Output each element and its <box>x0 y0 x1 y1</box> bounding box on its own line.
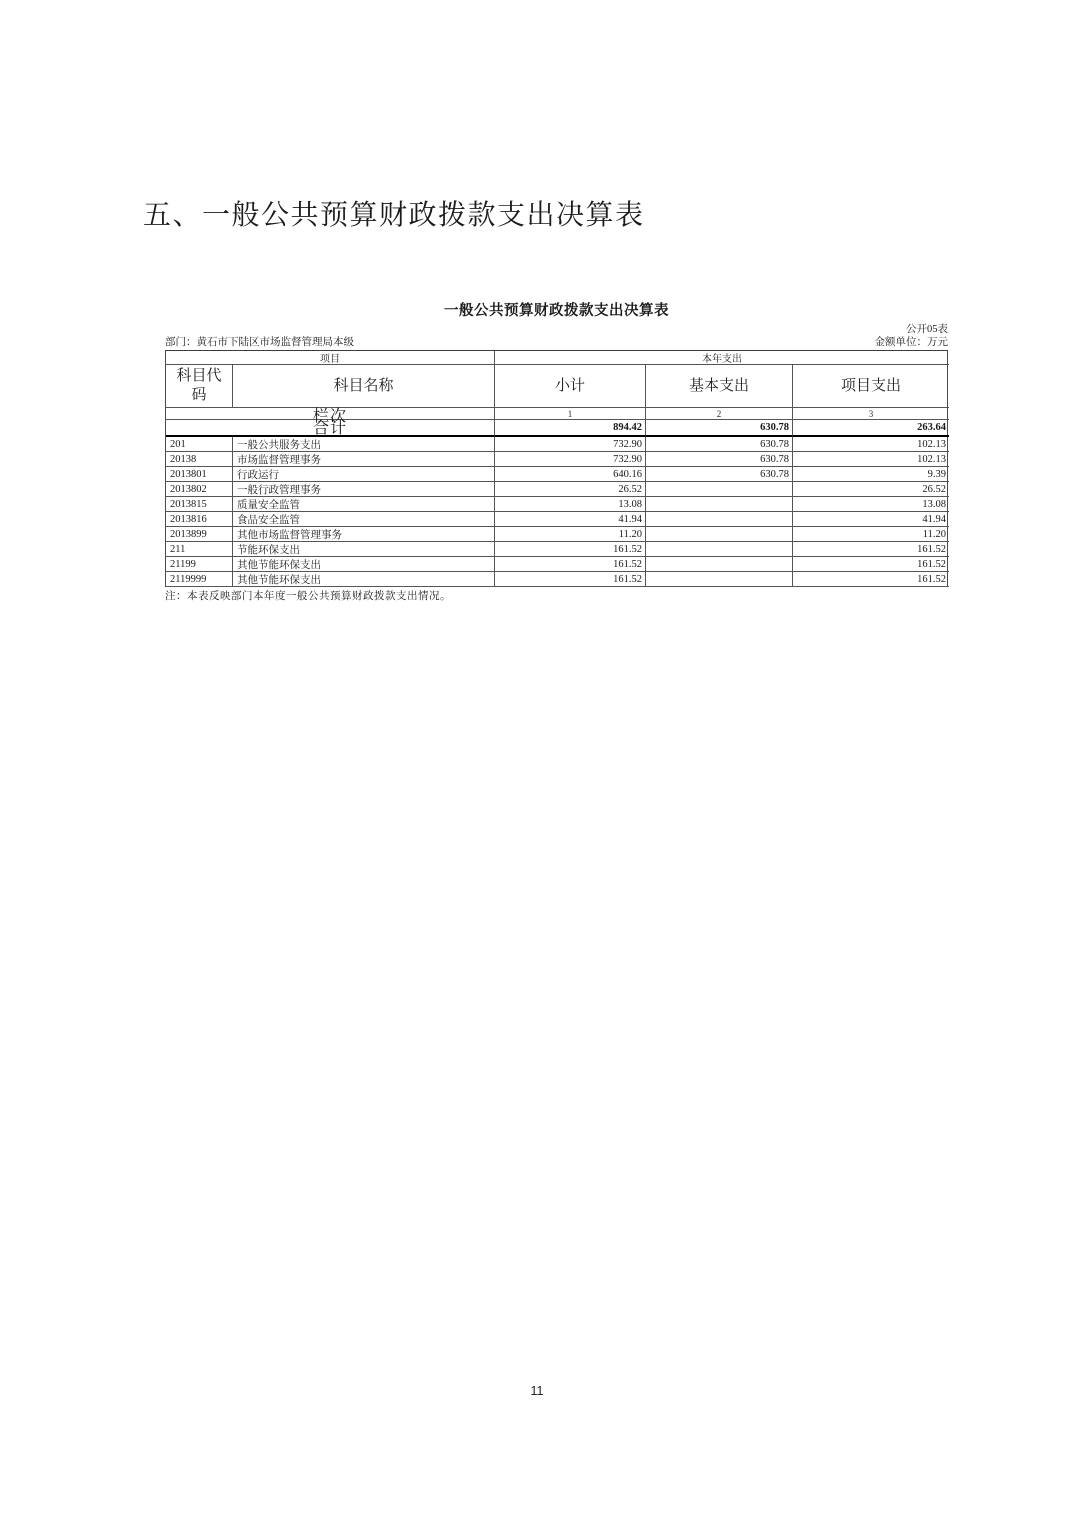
row-name: 一般公共服务支出 <box>233 437 495 452</box>
row-name: 行政运行 <box>233 467 495 482</box>
header-project-expense: 项目支出 <box>793 365 949 408</box>
header-current-year-group: 本年支出 <box>495 351 949 365</box>
total-subtotal: 894.42 <box>495 420 646 437</box>
row-subtotal: 640.16 <box>495 467 646 482</box>
column-index-3: 3 <box>793 408 949 420</box>
report-block <box>165 303 948 603</box>
total-basic: 630.78 <box>646 420 793 437</box>
row-basic: 630.78 <box>646 467 793 482</box>
row-basic: 630.78 <box>646 452 793 467</box>
row-name: 其他节能环保支出 <box>233 572 495 587</box>
column-index-2: 2 <box>646 408 793 420</box>
row-basic: 630.78 <box>646 437 793 452</box>
header-subtotal: 小计 <box>495 365 646 408</box>
row-name: 质量安全监管 <box>233 497 495 512</box>
row-subtotal: 11.20 <box>495 527 646 542</box>
row-project: 11.20 <box>793 527 949 542</box>
row-subtotal: 41.94 <box>495 512 646 527</box>
row-subtotal: 161.52 <box>495 557 646 572</box>
table-title: 一般公共预算财政拨款支出决算表 <box>444 303 669 319</box>
header-project-group: 项目 <box>166 351 495 365</box>
row-basic <box>646 572 793 587</box>
row-code: 2119999 <box>166 572 233 587</box>
column-index-label: 栏次 <box>166 408 495 420</box>
row-name: 节能环保支出 <box>233 542 495 557</box>
row-basic <box>646 482 793 497</box>
row-code: 21199 <box>166 557 233 572</box>
row-name: 其他节能环保支出 <box>233 557 495 572</box>
row-code: 2013816 <box>166 512 233 527</box>
row-name: 一般行政管理事务 <box>233 482 495 497</box>
row-basic <box>646 497 793 512</box>
row-subtotal: 732.90 <box>495 437 646 452</box>
row-subtotal: 161.52 <box>495 542 646 557</box>
section-heading: 五、一般公共预算财政拨款支出决算表 <box>143 200 645 231</box>
row-basic <box>646 527 793 542</box>
row-code: 2013801 <box>166 467 233 482</box>
row-code: 2013802 <box>166 482 233 497</box>
row-subtotal: 26.52 <box>495 482 646 497</box>
budget-table <box>165 350 948 587</box>
row-code: 211 <box>166 542 233 557</box>
header-basic-expense: 基本支出 <box>646 365 793 408</box>
unit-label: 金额单位：万元 <box>874 337 948 348</box>
header-subject-code: 科目代码 <box>166 365 233 408</box>
row-name: 食品安全监管 <box>233 512 495 527</box>
row-subtotal: 13.08 <box>495 497 646 512</box>
column-index-1: 1 <box>495 408 646 420</box>
row-subtotal: 732.90 <box>495 452 646 467</box>
row-basic <box>646 557 793 572</box>
row-name: 其他市场监督管理事务 <box>233 527 495 542</box>
row-project: 13.08 <box>793 497 949 512</box>
table-meta-row <box>165 336 948 349</box>
header-subject-name: 科目名称 <box>233 365 495 408</box>
row-name: 市场监督管理事务 <box>233 452 495 467</box>
row-project: 161.52 <box>793 572 949 587</box>
row-code: 2013815 <box>166 497 233 512</box>
table-note: 注：本表反映部门本年度一般公共预算财政拨款支出情况。 <box>165 591 451 602</box>
total-project: 263.64 <box>793 420 949 437</box>
row-code: 201 <box>166 437 233 452</box>
row-code: 20138 <box>166 452 233 467</box>
row-basic <box>646 512 793 527</box>
row-basic <box>646 542 793 557</box>
row-project: 9.39 <box>793 467 949 482</box>
table-code: 公开05表 <box>906 324 948 335</box>
row-project: 102.13 <box>793 437 949 452</box>
row-code: 2013899 <box>166 527 233 542</box>
row-project: 161.52 <box>793 542 949 557</box>
total-label: 合计 <box>166 420 495 437</box>
page-number: 11 <box>530 1384 544 1398</box>
row-project: 102.13 <box>793 452 949 467</box>
row-project: 161.52 <box>793 557 949 572</box>
row-subtotal: 161.52 <box>495 572 646 587</box>
department-label: 部门：黄石市下陆区市场监督管理局本级 <box>165 337 354 348</box>
row-project: 26.52 <box>793 482 949 497</box>
row-project: 41.94 <box>793 512 949 527</box>
